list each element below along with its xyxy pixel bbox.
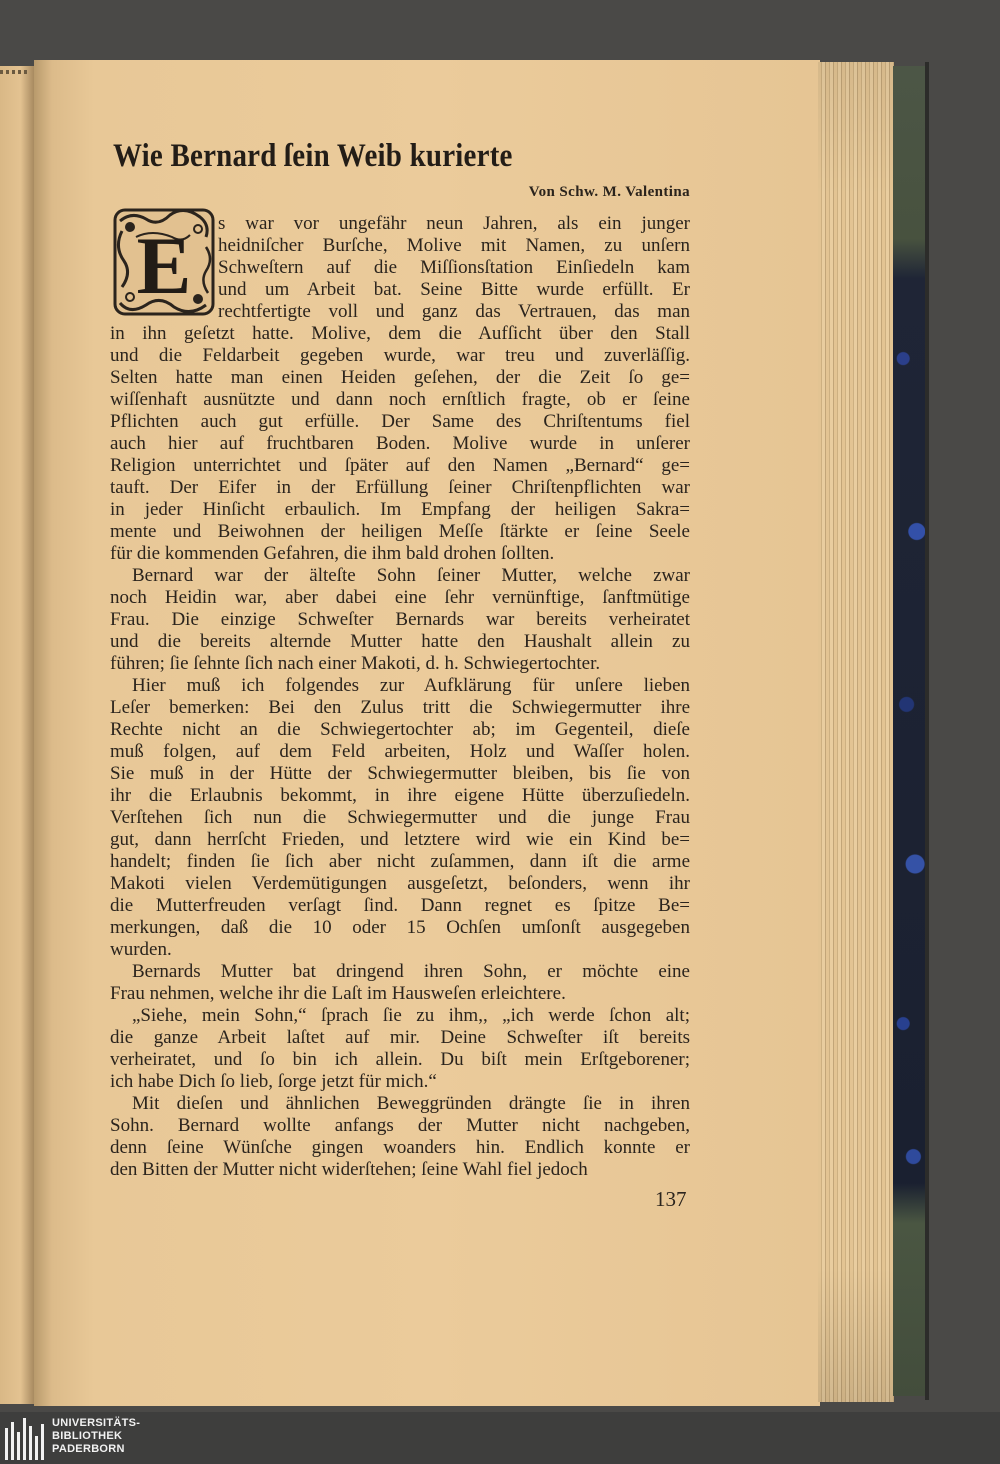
text-line: „Siehe, mein Sohn,“ ſprach ſie zu ihm,, „ich werde ſchon alt; xyxy=(132,1005,690,1026)
paragraph xyxy=(110,213,690,565)
text-line: Makoti vielen Verdemütigungen ausgeſetzt, beſonders, wenn ihr xyxy=(110,873,690,894)
text-line: und die bereits alternde Mutter hatte den Haushalt allein zu xyxy=(110,631,690,652)
library-logo-text xyxy=(52,1417,140,1456)
text-line: ich habe Dich ſo lieb, ſorge jetzt für mich.“ xyxy=(110,1071,437,1092)
text-line: Rechte nicht an die Schwiegertochter ab; im Gegenteil, dieſe xyxy=(110,719,690,740)
article-byline: Von Schw. M. Valentina xyxy=(528,184,690,200)
paragraph xyxy=(110,1093,690,1181)
text-line: gut, dann herrſcht Frieden, und letztere wird wie ein Kind be= xyxy=(110,829,690,850)
paragraph xyxy=(110,675,690,961)
text-line: führen; ſie ſehnte ſich nach einer Makoti, d. h. Schwiegertochter. xyxy=(110,653,601,674)
text-line: Hier muß ich folgendes zur Aufklärung für unſere lieben xyxy=(132,675,690,696)
previous-page-ornament xyxy=(0,70,30,74)
text-line: heidniſcher Burſche, Molive mit Namen, zu unſern xyxy=(218,235,690,256)
page-number: 137 xyxy=(655,1187,687,1211)
text-line: und um Arbeit bat. Seine Bitte wurde erfüllt. Er xyxy=(218,279,690,300)
text-line: in jeder Hinſicht erbaulich. Im Empfang der heiligen Sakra= xyxy=(110,499,690,520)
text-line: wurden. xyxy=(110,939,172,960)
text-line: Mit dieſen und ähnlichen Beweggründen drängte ſie in ihren xyxy=(132,1093,690,1114)
text-line: Sohn. Bernard wollte anfangs der Mutter nicht nachgeben, xyxy=(110,1115,690,1136)
text-line: noch Heidin war, aber dabei eine ſehr vernünftige, ſanftmütige xyxy=(110,587,690,608)
text-line: tauft. Der Eifer in der Erfüllung ſeiner Chriſtenpflichten war xyxy=(110,477,690,498)
text-line: verheiratet, und ſo bin ich allein. Du biſt mein Erſtgeborener; xyxy=(110,1049,690,1070)
text-line: Sie muß in der Hütte der Schwiegermutter bleiben, bis ſie von xyxy=(110,763,690,784)
text-line: muß folgen, auf dem Feld arbeiten, Holz und Waſſer holen. xyxy=(110,741,690,762)
library-logo-icon xyxy=(5,1418,47,1460)
library-logo-line: BIBLIOTHEK xyxy=(52,1430,123,1442)
text-line: die Mutterfreuden verſagt ſind. Dann regnet es ſpitze Be= xyxy=(110,895,690,916)
text-line: ihr die Erlaubnis bekommt, in ihre eigene Hütte überzuſiedeln. xyxy=(110,785,690,806)
paragraph xyxy=(110,565,690,675)
text-line: auch hier auf fruchtbaren Boden. Molive wurde in unſerer xyxy=(110,433,690,454)
text-line: s war vor ungefähr neun Jahren, als ein junger xyxy=(218,213,690,234)
paragraph xyxy=(110,961,690,1005)
text-line: die ganze Arbeit laſtet auf mir. Deine Schweſter iſt bereits xyxy=(110,1027,690,1048)
text-line: Pflichten auch gut erfülle. Der Same des Chriſtentums fiel xyxy=(110,411,690,432)
text-line: wiſſenhaft ausnützte und dann noch ernſtlich fragte, ob er ſeine xyxy=(110,389,690,410)
article-title: Wie Bernard ſein Weib kurierte xyxy=(113,138,513,174)
previous-page-edge xyxy=(0,66,34,1404)
text-line: Bernard war der älteſte Sohn ſeiner Mutter, welche zwar xyxy=(132,565,690,586)
paragraph xyxy=(110,1005,690,1093)
text-line: handelt; finden ſie ſich aber nicht zuſammen, dann iſt die arme xyxy=(110,851,690,872)
library-footer xyxy=(0,1412,1000,1464)
text-line: Religion unterrichtet und ſpäter auf den Namen „Bernard“ ge= xyxy=(110,455,690,476)
text-line: mente und Beiwohnen der heiligen Meſſe ſtärkte er ſeine Seele xyxy=(110,521,690,542)
text-line: den Bitten der Mutter nicht widerſtehen; ſeine Wahl fiel jedoch xyxy=(110,1159,588,1180)
text-line: Schweſtern auf die Miſſionsſtation Einſiedeln kam xyxy=(218,257,690,278)
text-line: und die Feldarbeit gegeben wurde, war treu und zuverläſſig. xyxy=(110,345,690,366)
library-logo-line: UNIVERSITÄTS- xyxy=(52,1417,141,1429)
text-line: Leſer bemerken: Bei den Zulus tritt die Schwiegermutter ihre xyxy=(110,697,690,718)
text-line: in ihn geſetzt hatte. Molive, dem die Aufſicht über den Stall xyxy=(110,323,690,344)
page-block-edges xyxy=(818,62,894,1402)
text-line: denn ſeine Wünſche gingen woanders hin. Endlich konnte er xyxy=(110,1137,690,1158)
text-line: für die kommenden Gefahren, die ihm bald drohen ſollten. xyxy=(110,543,555,564)
text-line: Frau nehmen, welche ihr die Laſt im Hausweſen erleichtere. xyxy=(110,983,566,1004)
article-body xyxy=(110,213,690,1181)
text-line: Verſtehen ſich nun die Schwiegermutter und die junge Frau xyxy=(110,807,690,828)
cover-edge xyxy=(925,62,929,1400)
text-line: Selten hatte man einen Heiden geſehen, der die Zeit ſo ge= xyxy=(110,367,690,388)
text-line: Frau. Die einzige Schweſter Bernards war bereits verheiratet xyxy=(110,609,690,630)
library-logo-line: PADERBORN xyxy=(52,1443,125,1455)
marbled-book-cover xyxy=(893,66,927,1396)
text-line: rechtfertigte voll und ganz das Vertrauen, das man xyxy=(218,301,690,322)
text-line: merkungen, daß die 10 oder 15 Ochſen umſonſt ausgegeben xyxy=(110,917,690,938)
text-line: Bernards Mutter bat dringend ihren Sohn, er möchte eine xyxy=(132,961,690,982)
drop-cap-letter: E xyxy=(136,220,192,311)
